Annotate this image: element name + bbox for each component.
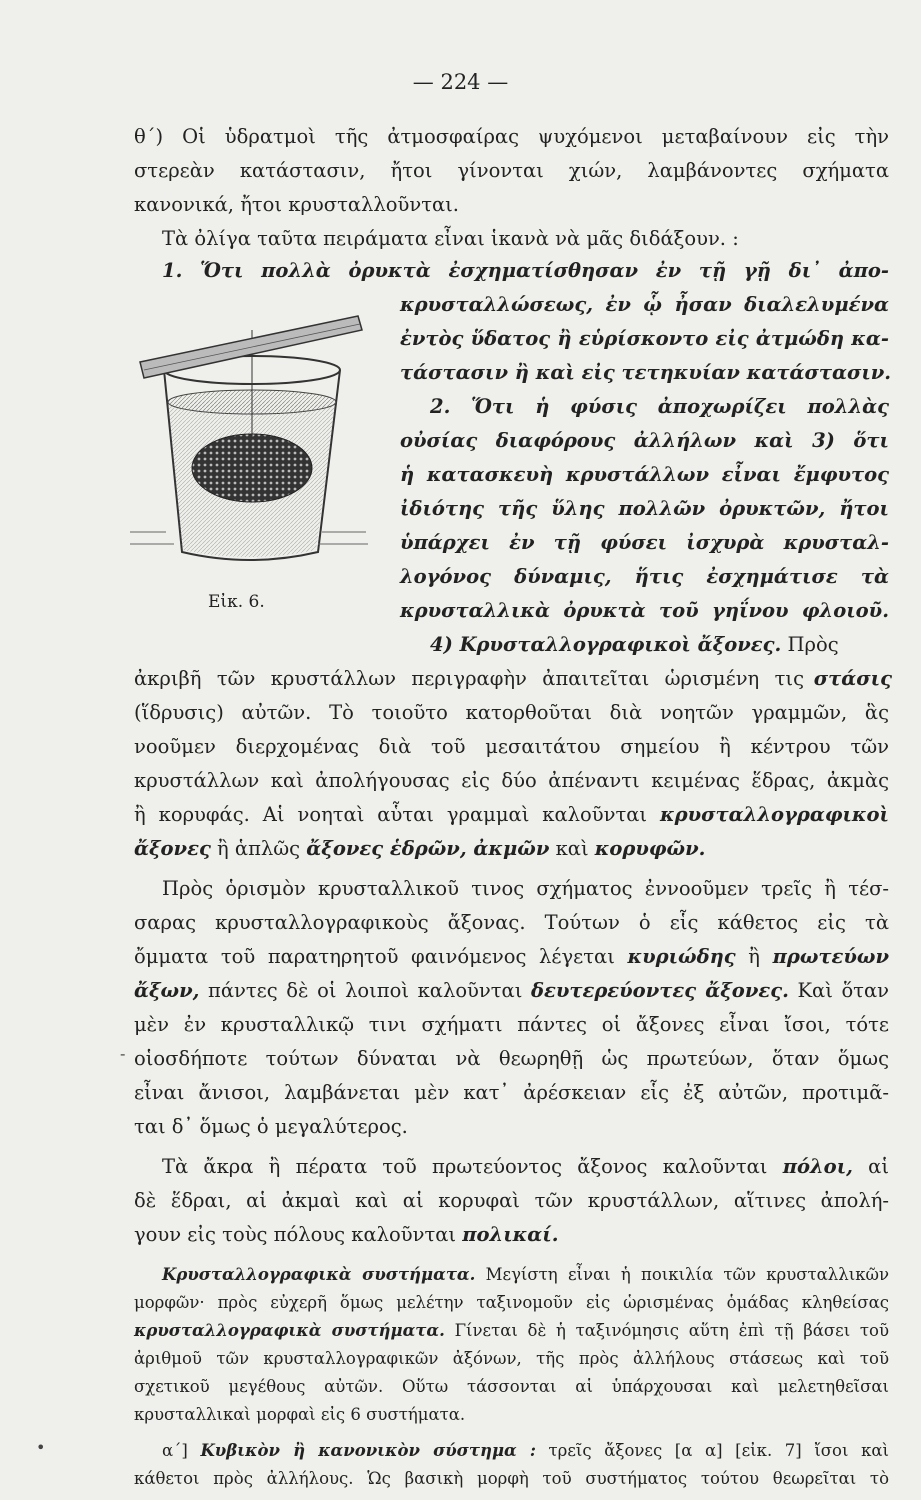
text-line: (ἵδρυσις) αὐτῶν. Τὸ τοιοῦτο κατορθοῦται διὰ νοητῶν γραμμῶν, ἃς	[134, 701, 889, 724]
text-line: κρυστάλλων καὶ ἀπολήγουσας εἰς δύο ἀπέναντι κειμένας ἕδρας, ἀκμὰς	[134, 769, 889, 792]
text-line	[134, 976, 889, 1006]
point-2-line: οὐσίας διαφόρους ἀλλήλων καὶ 3) ὅτι	[400, 429, 889, 452]
margin-dash: -	[120, 1044, 126, 1063]
term-poloi: πόλοι,	[782, 1155, 853, 1178]
point-2-line: 2. Ὅτι ἡ φύσις ἀποχωρίζει πολλὰς	[430, 395, 889, 418]
text-line: στερεὰν κατάστασιν, ἤτοι γίνονται χιών, λαμβάνοντες σχήματα	[134, 159, 889, 182]
text-span: α΄]	[162, 1441, 201, 1460]
text-line: ται δ᾽ ὅμως ὁ μεγαλύτερος.	[134, 1115, 408, 1138]
term-kyriodis: κυριώδης	[627, 945, 736, 968]
small-text-line	[134, 1318, 889, 1344]
term-kryst-axones: κρυσταλλογραφικοὶ	[660, 803, 889, 826]
text-span: καὶ	[549, 837, 595, 860]
text-span: πάντες δὲ οἱ λοιποὶ καλοῦνται	[199, 979, 531, 1002]
text-line	[134, 1220, 889, 1250]
small-text-line: κάθετοι πρὸς ἀλλήλους. Ὡς βασικὴ μορφὴ τοῦ συστήματος τούτου θεωρεῖται τὸ	[134, 1469, 889, 1488]
term-deutereuontes: δευτερεύοντες ἄξονες.	[530, 979, 789, 1002]
margin-bullet: •	[36, 1438, 46, 1457]
term-cubic-system: Κυβικὸν ἢ κανονικὸν σύστημα :	[200, 1441, 536, 1460]
text-span: γουν εἰς τοὺς πόλους καλοῦνται	[134, 1223, 463, 1246]
text-span: Γίνεται δὲ ἡ ταξινόμησις αὕτη ἐπὶ τῇ βάσει τοῦ	[444, 1321, 889, 1340]
term-axones: ἄξονες	[134, 837, 211, 860]
term-proteuon: πρωτεύων	[772, 945, 889, 968]
term-polikai: πολικαί.	[462, 1223, 559, 1246]
term-kryst-systems: κρυσταλλογραφικὰ συστήματα.	[134, 1321, 445, 1340]
point-4-title: 4) Κρυσταλλογραφικοὶ ἄξονες.	[430, 633, 782, 656]
term-systems: Κρυσταλλογραφικὰ συστήματα.	[162, 1265, 476, 1284]
small-text-line: κρυσταλλικαὶ μορφαὶ εἰς 6 συστήματα.	[134, 1405, 466, 1424]
text-line: οἱοσδήποτε τούτων δύναται νὰ θεωρηθῇ ὡς πρωτεύων, ὅταν ὅμως	[134, 1047, 889, 1070]
text-line: θ΄) Οἱ ὑδρατμοὶ τῆς ἀτμοσφαίρας ψυχόμενοι μεταβαίνουν εἰς τὴν	[134, 125, 889, 148]
text-line: Τὰ ὀλίγα ταῦτα πειράματα εἶναι ἱκανὰ νὰ μᾶς διδάξουν. :	[162, 227, 739, 250]
text-line: δὲ ἕδραι, αἱ ἀκμαὶ καὶ αἱ κορυφαὶ τῶν κρυστάλλων, αἵτινες ἀπολή-	[134, 1189, 889, 1212]
text-span: Τὰ ἄκρα ἢ πέρατα τοῦ πρωτεύοντος ἄξονος καλοῦνται	[162, 1155, 768, 1178]
point-2-line: ἡ κατασκευὴ κρυστάλλων εἶναι ἔμφυτος	[400, 463, 889, 486]
point-2-line: λογόνος δύναμις, ἥτις ἐσχημάτισε τὰ	[400, 565, 889, 588]
text-line	[134, 942, 889, 972]
text-line: νοοῦμεν διερχομένας διὰ τοῦ μεσαιτάτου σημείου ἢ κέντρου τῶν	[134, 735, 889, 758]
term-axones-edron: ἄξονες ἑδρῶν, ἀκμῶν	[306, 837, 550, 860]
text-span: Μεγίστη εἶναι ἡ ποικιλία τῶν κρυσταλλικῶν	[475, 1265, 889, 1284]
text-span: τρεῖς ἄξονες [α α] [εἰκ. 7] ἴσοι καὶ	[535, 1441, 889, 1460]
text-span: ὄμματα τοῦ παρατηρητοῦ φαινόμενος λέγεται	[134, 945, 615, 968]
point-4-title-tail: Πρὸς	[781, 633, 839, 656]
text-span: ἢ ἁπλῶς	[210, 837, 307, 860]
text-line	[162, 1152, 889, 1182]
text-span: ἢ	[735, 945, 773, 968]
point-1-line: ἐντὸς ὕδατος ἢ εὑρίσκοντο εἰς ἀτμώδη κα-	[400, 327, 889, 350]
text-span: Καὶ ὅταν	[788, 979, 889, 1002]
point-1-line: κρυσταλλώσεως, ἐν ᾧ ἦσαν διαλελυμένα	[400, 293, 889, 316]
term-stasis-text: στάσις	[813, 667, 892, 690]
figure-caption: Εἰκ. 6.	[208, 592, 265, 612]
point-2-line: κρυσταλλικὰ ὀρυκτὰ τοῦ γηΐνου φλοιοῦ.	[400, 599, 889, 622]
small-text-line: μορφῶν· πρὸς εὐχερῆ ὅμως μελέτην ταξινομοῦν εἰς ὡρισμένας ὁμάδας κληθείσας	[134, 1293, 889, 1312]
small-text-line	[162, 1438, 889, 1464]
small-text-line: ἀριθμοῦ τῶν κρυσταλλογραφικῶν ἀξόνων, τῆς πρὸς ἀλλήλους στάσεως καὶ τοῦ	[134, 1349, 889, 1368]
point-1-line: 1. Ὅτι πολλὰ ὀρυκτὰ ἐσχηματίσθησαν ἐν τῇ γῇ δι᾽ ἀπο-	[162, 259, 889, 282]
term-koryfon: κορυφῶν.	[594, 837, 706, 860]
text-line: μὲν ἐν κρυσταλλικῷ τινι σχήματι πάντες οἱ ἄξονες εἶναι ἴσοι, τότε	[134, 1013, 889, 1036]
page-number: — 224 —	[412, 70, 509, 94]
point-4-heading	[430, 630, 889, 660]
text-line	[134, 800, 889, 830]
text-line	[134, 834, 889, 864]
glass-illustration	[130, 300, 370, 600]
text-line: ἀκριβῆ τῶν κρυστάλλων περιγραφὴν ἀπαιτεῖται ὡρισμένη τις	[134, 667, 804, 690]
point-1-line: τάστασιν ἢ καὶ εἰς τετηκυίαν κατάστασιν.	[400, 361, 892, 384]
text-line: σαρας κρυσταλλογραφικοὺς ἄξονας. Τούτων ὁ εἷς κάθετος εἰς τὰ	[134, 911, 889, 934]
point-2-line: ἰδιότης τῆς ὕλης πολλῶν ὀρυκτῶν, ἤτοι	[400, 497, 889, 520]
point-2-line: ὑπάρχει ἐν τῇ φύσει ἰσχυρὰ κρυσταλ-	[400, 531, 889, 554]
text-line: Πρὸς ὁρισμὸν κρυσταλλικοῦ τινος σχήματος ἐννοοῦμεν τρεῖς ἢ τέσ-	[162, 877, 889, 900]
text-line: κανονικά, ἤτοι κρυσταλλοῦνται.	[134, 193, 459, 216]
small-text-line: σχετικοῦ μεγέθους αὐτῶν. Οὕτω τάσσονται αἱ ὑπάρχουσαι καὶ μελετηθεῖσαι	[134, 1377, 889, 1396]
term-stasis	[812, 664, 892, 694]
text-line: εἶναι ἄνισοι, λαμβάνεται μὲν κατ᾽ ἀρέσκειαν εἷς ἐξ αὐτῶν, προτιμᾶ-	[134, 1081, 889, 1104]
term-axon: ἄξων,	[134, 979, 200, 1002]
figure-glass-crystals	[130, 300, 370, 600]
small-text-line	[162, 1262, 889, 1288]
text-span: ἢ κορυφάς. Αἱ νοηταὶ αὗται γραμμαὶ καλοῦνται	[134, 803, 648, 826]
text-span: αἱ	[852, 1155, 889, 1178]
